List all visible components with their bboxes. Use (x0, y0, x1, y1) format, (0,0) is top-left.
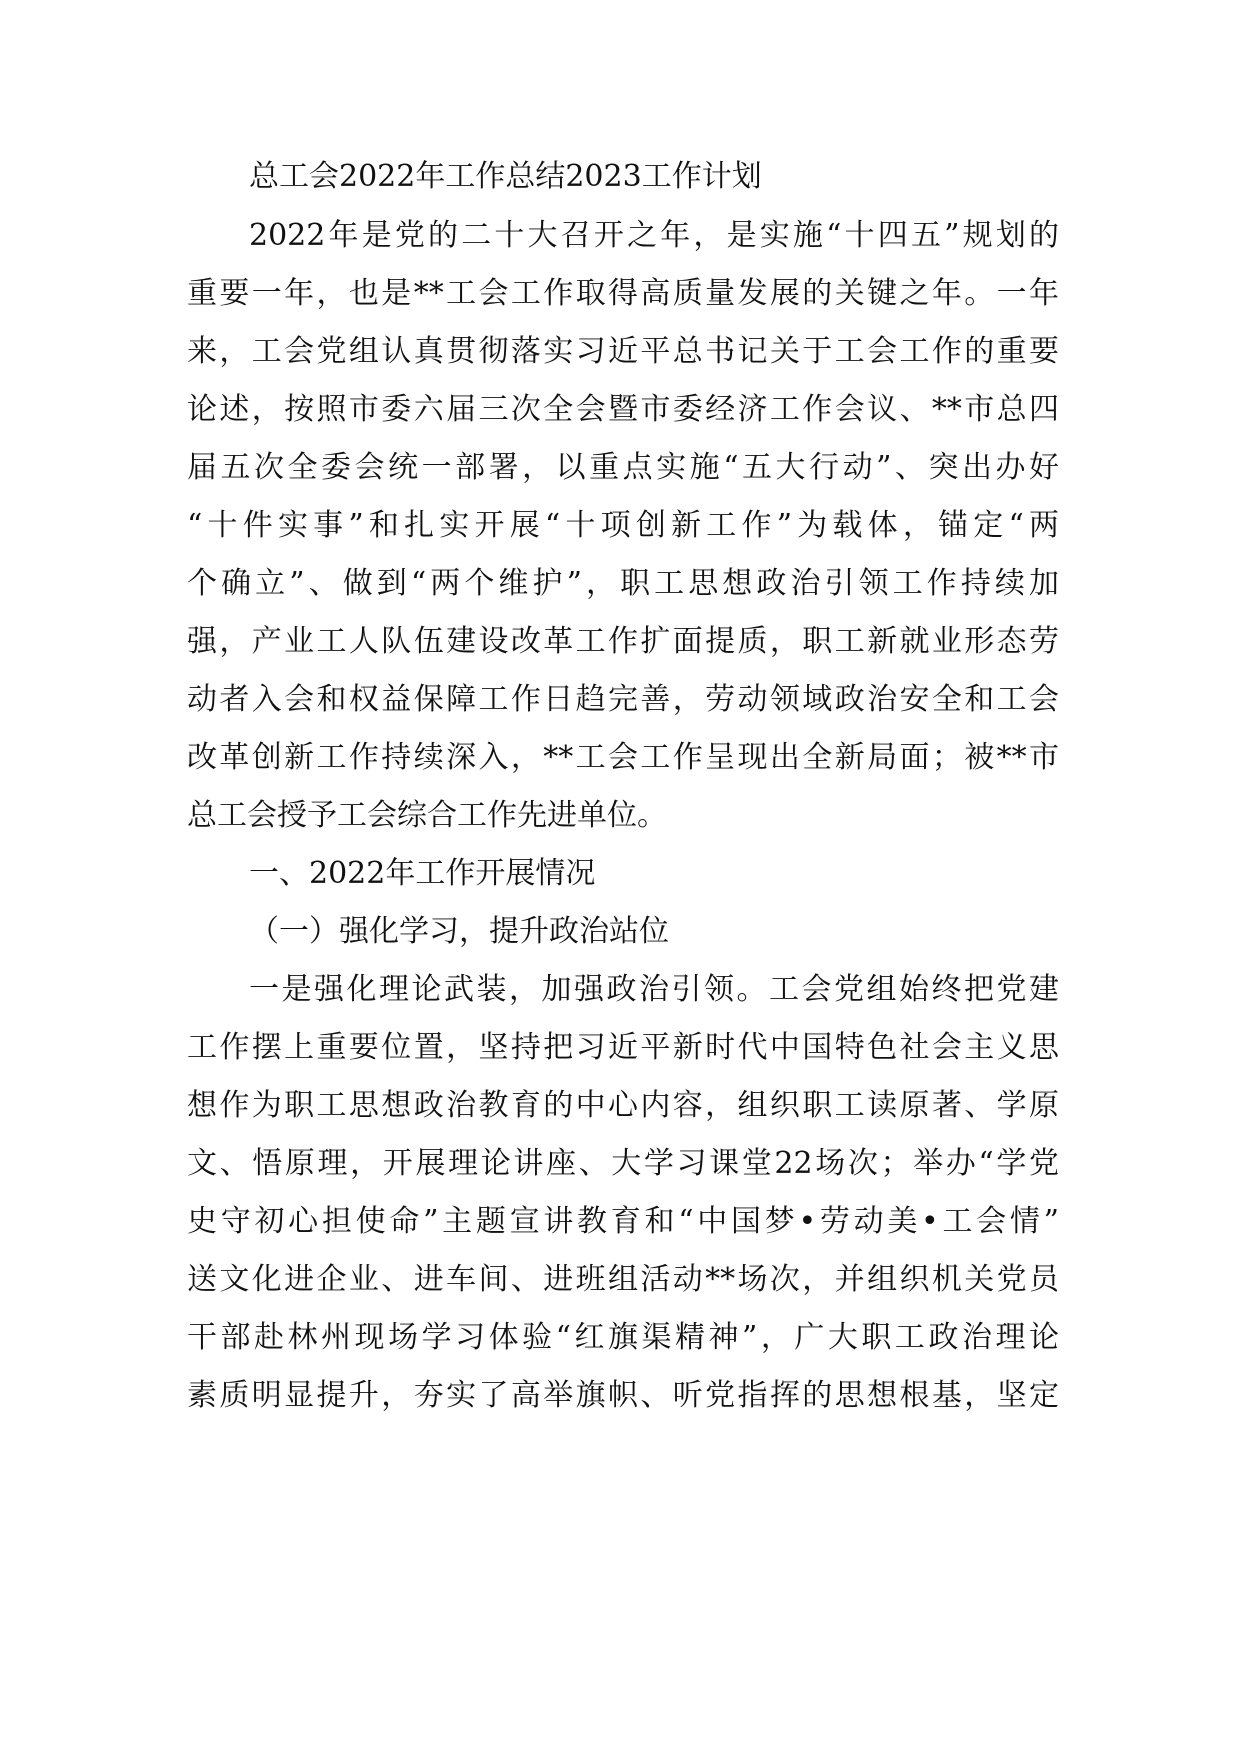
paragraph-line: 2022年是党的二十大召开之年，是实施“十四五”规划的 (249, 218, 1059, 253)
paragraph-line: 一是强化理论武装，加强政治引领。工会党组始终把党建 (249, 972, 1059, 1007)
paragraph-line: 动者入会和权益保障工作日趋完善，劳动领域政治安全和工会 (187, 682, 1059, 717)
paragraph-line: 改革创新工作持续深入，**工会工作呈现出全新局面；被**市 (187, 740, 1059, 775)
paragraph-line: 强，产业工人队伍建设改革工作扩面提质，职工新就业形态劳 (187, 624, 1059, 659)
paragraph-line: 想作为职工思想政治教育的中心内容，组织职工读原著、学原 (187, 1088, 1059, 1123)
paragraph-line: 重要一年，也是**工会工作取得高质量发展的关键之年。一年 (187, 276, 1059, 311)
paragraph-line: 送文化进企业、进车间、进班组活动**场次，并组织机关党员 (187, 1262, 1059, 1297)
document-title: 总工会2022年工作总结2023工作计划 (249, 159, 762, 194)
paragraph-line: 工作摆上重要位置，坚持把习近平新时代中国特色社会主义思 (187, 1030, 1059, 1065)
section-heading: 一、2022年工作开展情况 (249, 856, 596, 891)
paragraph-line: 论述，按照市委六届三次全会暨市委经济工作会议、**市总四 (187, 392, 1059, 427)
paragraph-line: 总工会授予工会综合工作先进单位。 (187, 798, 667, 833)
paragraph-line: 史守初心担使命”主题宣讲教育和“中国梦•劳动美•工会情” (187, 1204, 1059, 1239)
paragraph-line: 个确立”、做到“两个维护”，职工思想政治引领工作持续加 (187, 566, 1059, 601)
paragraph-line: 素质明显提升，夯实了高举旗帜、听党指挥的思想根基，坚定 (187, 1378, 1059, 1413)
paragraph-line: 文、悟原理，开展理论讲座、大学习课堂22场次；举办“学党 (187, 1146, 1059, 1181)
paragraph-line: 届五次全委会统一部署，以重点实施“五大行动”、突出办好 (187, 450, 1059, 485)
paragraph-line: 来，工会党组认真贯彻落实习近平总书记关于工会工作的重要 (187, 334, 1059, 369)
paragraph-line: 干部赴林州现场学习体验“红旗渠精神”，广大职工政治理论 (187, 1320, 1059, 1355)
paragraph-line: “十件实事”和扎实开展“十项创新工作”为载体，锚定“两 (187, 508, 1059, 543)
subsection-heading: （一）强化学习，提升政治站位 (249, 914, 669, 949)
